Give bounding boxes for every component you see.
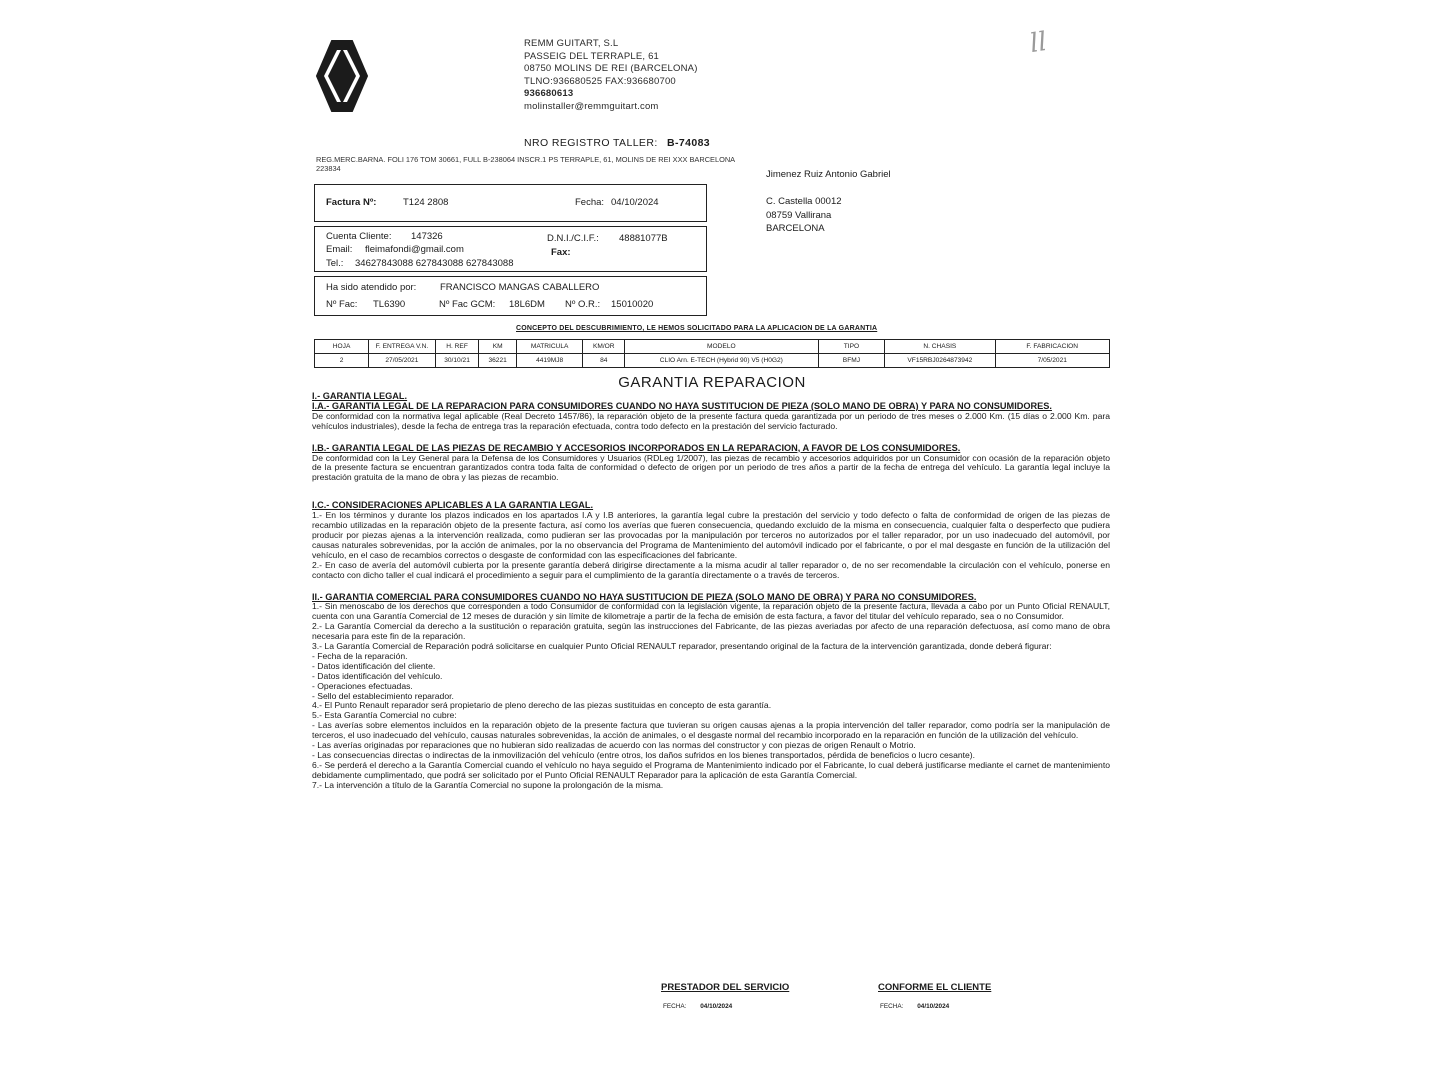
dni-label: D.N.I./C.I.F.: xyxy=(547,233,599,244)
factura-value: T124 2808 xyxy=(403,197,449,208)
cuenta-label: Cuenta Cliente: xyxy=(326,231,392,242)
fecha-label: Fecha: xyxy=(575,197,605,208)
guarantee-title: GARANTIA REPARACION xyxy=(618,374,806,391)
list-item: 1.- Sin menoscabo de los derechos que corresponden a todo Consumidor de conformidad con la legislación vigente, la reparación objeto de la presente factura, llevada a cabo por un Punto Oficial RENAULT, cuenta con una Garantía Comercial de 12 meses de duración y sin límite de kilometraje a partir de la fecha de emisión de esta factura, a favor del titular del vehículo reparado, sea o no Consumidor. xyxy=(312,601,1110,622)
nfac-value: TL6390 xyxy=(373,299,406,310)
prestador-fecha xyxy=(663,1003,732,1010)
section-heading: I.A.- GARANTIA LEGAL DE LA REPARACION PARA CONSUMIDORES CUANDO NO HAYA SUSTITUCION DE PIEZA (SOLO MANO DE OBRA) Y PARA NO CONSUMIDORES. xyxy=(312,400,1052,411)
nfacgcm-label: Nº Fac GCM: xyxy=(439,299,496,310)
tel-value: 34627843088 627843088 627843088 xyxy=(355,258,514,269)
client-account-box xyxy=(314,226,707,272)
invoice-number-box xyxy=(314,184,707,222)
list-item: 4.- El Punto Renault reparador será propietario de pleno derecho de las piezas sustituidas en concepto de esta garantía. xyxy=(312,700,772,711)
table-header: F. ENTREGA V.N. xyxy=(369,340,436,354)
client-address-line: BARCELONA xyxy=(766,223,825,234)
list-item: - Datos identificación del cliente. xyxy=(312,660,436,671)
prestador-fecha-value: 04/10/2024 xyxy=(700,1003,733,1010)
list-item: - Datos identificación del vehículo. xyxy=(312,670,443,681)
cliente-fecha-value: 04/10/2024 xyxy=(917,1003,950,1010)
table-cell: 7/05/2021 xyxy=(995,354,1110,368)
attended-by-box xyxy=(314,276,707,316)
registro-mercantil: REG.MERC.BARNA. FOLI 176 TOM 30661, FULL B-238064 INSCR.1 PS TERRAPLE, 61, MOLINS DE REI XXX BARCELONA 223834 xyxy=(316,155,735,173)
list-item: - Las consecuencias directas o indirectas de la inmovilización del vehículo (entre otros, los daños sufridos en los bienes transportados, pérdida de beneficios o lucro cesante). xyxy=(312,750,976,760)
registro-label: NRO REGISTRO TALLER: xyxy=(524,137,658,149)
table-cell: 30/10/21 xyxy=(435,354,479,368)
cliente-label: CONFORME EL CLIENTE xyxy=(878,982,992,993)
fax-label: Fax: xyxy=(551,247,571,258)
renault-logo xyxy=(314,38,370,114)
guarantee-body xyxy=(312,392,1110,791)
registro-taller xyxy=(524,137,710,149)
email-value: fleimafondi@gmail.com xyxy=(365,244,464,255)
factura-label: Factura Nº: xyxy=(326,197,377,208)
list-item: 2.- La Garantía Comercial da derecho a la sustitución o reparación gratuita, según las instrucciones del Fabricante, de las piezas averiadas por afecto de una reparación defectuosa, así como mano de obra necesaria para este fin de la reparación. xyxy=(312,621,1110,642)
prestador-label: PRESTADOR DEL SERVICIO xyxy=(661,982,790,993)
atendido-value: FRANCISCO MANGAS CABALLERO xyxy=(440,282,600,293)
nor-label: Nº O.R.: xyxy=(565,299,601,310)
section-paragraph: De conformidad con la Ley General para la Defensa de los Consumidores y Usuarios (RDLeg 1/2007), las piezas de recambio y accesorios adquiridos por un Consumidor con ocasión de la reparación objeto de la presente factura se encuentran garantizados contra toda falta de conformidad o defecto de origen por un periodo de tres años a partir de la fecha de entrega del vehículo. La garantía legal incluye la prestación gratuita de la mano de obra y las piezas de recambio. xyxy=(312,452,1110,483)
company-phone-2: 936680613 xyxy=(524,88,574,100)
section-heading: I.- GARANTIA LEGAL. xyxy=(312,391,408,401)
cliente-fecha xyxy=(880,1003,949,1010)
company-street: PASSEIG DEL TERRAPLE, 61 xyxy=(524,50,660,62)
company-name: REMM GUITART, S.L xyxy=(524,38,619,49)
table-header: KM xyxy=(479,340,516,354)
table-cell: 36221 xyxy=(479,354,516,368)
table-row xyxy=(315,354,1110,368)
list-item: 3.- La Garantía Comercial de Reparación podrá solicitarse en cualquier Punto Oficial RENAULT reparador, presentando original de la factura de la intervención garantizada, donde deberá figurar: xyxy=(312,641,1052,652)
section-heading: I.C.- CONSIDERACIONES APLICABLES A LA GARANTIA LEGAL. xyxy=(312,500,594,511)
prestador-fecha-label: FECHA: xyxy=(663,1003,687,1010)
table-header: H. REF xyxy=(435,340,479,354)
atendido-label: Ha sido atendido por: xyxy=(326,282,417,293)
nfac-label: Nº Fac: xyxy=(326,299,358,310)
list-item: - Operaciones efectuadas. xyxy=(312,680,413,691)
section-heading: I.B.- GARANTIA LEGAL DE LAS PIEZAS DE RECAMBIO Y ACCESORIOS INCORPORADOS EN LA REPARACION, A FAVOR DE LOS CONSUMIDORES. xyxy=(312,442,961,453)
handwritten-mark: ll xyxy=(1027,26,1049,60)
company-address-block xyxy=(524,38,698,114)
table-header-row xyxy=(315,340,1110,354)
table-header: KM/OR xyxy=(583,340,625,354)
table-cell: 27/05/2021 xyxy=(369,354,436,368)
email-label: Email: xyxy=(326,244,353,255)
table-header: HOJA xyxy=(315,340,369,354)
client-address-line: C. Castella 00012 xyxy=(766,196,842,207)
dni-value: 48881077B xyxy=(619,233,668,244)
client-address-line: 08759 Vallirana xyxy=(766,209,832,221)
cliente-fecha-label: FECHA: xyxy=(880,1003,904,1010)
company-email: molinstaller@remmguitart.com xyxy=(524,100,659,112)
table-header: MATRICULA xyxy=(516,340,583,354)
list-item: - Las averías originadas por reparaciones que no hubieran sido realizadas de acuerdo con las normas del constructor y con piezas de origen Renault o Motrio. xyxy=(312,740,916,751)
table-cell: CLIO Arn. E-TECH (Hybrid 90) V5 (H0G2) xyxy=(625,354,819,368)
tel-label: Tel.: xyxy=(326,258,344,269)
nfacgcm-value: 18L6DM xyxy=(509,299,545,310)
list-item: 5.- Esta Garantía Comercial no cubre: xyxy=(312,710,457,721)
registro-value: B-74083 xyxy=(666,137,711,149)
table-header: TIPO xyxy=(818,340,885,354)
client-name: Jimenez Ruiz Antonio Gabriel xyxy=(766,169,891,180)
nor-value: 15010020 xyxy=(611,299,654,310)
company-phone-fax: TLNO:936680525 FAX:936680700 xyxy=(524,75,676,87)
table-cell: 2 xyxy=(315,354,369,368)
list-item: - Fecha de la reparación. xyxy=(312,650,408,661)
section-paragraph: 1.- En los términos y durante los plazos indicados en los apartados I.A y I.B anteriores, la garantía legal cubre la prestación del servicio y todo defecto o falta de conformidad de origen de las piezas de recambio utilizadas en la reparación objeto de la presente factura, así como los averías que fueren consecuencia, quedando excluido de la misma en consecuencia, cualquier falta o desperfecto que pudiera producir por piezas ajenas a la intervención realizada, como pudieran ser las provocadas por la manipulación por terceros no autorizados por el taller reparador, por un uso inadecuado del automóvil, por causas naturales sobrevenidas, por la acción de animales, por la no observancia del Programa de Mantenimiento del automóvil indicado por el fabricante, o por el mal desgaste en función de la utilización del vehículo, en el caso de recambios correctos o desgaste de conformidad con las especificaciones del fabricante. xyxy=(312,510,1110,560)
list-item: 6.- Se perderá el derecho a la Garantía Comercial cuando el vehículo no haya seguido el Programa de Mantenimiento indicado por el Fabricante, lo cual deberá justificarse mediante el carnet de mantenimiento debidamente cumplimentado, que podrá ser solicitado por el Punto Oficial RENAULT Reparador para la aplicación de esta Garantía Comercial. xyxy=(312,759,1110,780)
table-cell: VF15RBJ0264873942 xyxy=(885,354,995,368)
table-cell: 84 xyxy=(583,354,625,368)
list-item: - Sello del establecimiento reparador. xyxy=(312,690,454,701)
client-address xyxy=(766,195,842,236)
list-item: 7.- La intervención a título de la Garantía Comercial no supone la prolongación de la misma. xyxy=(312,779,664,790)
vehicle-table xyxy=(314,339,1110,368)
table-caption: CONCEPTO DEL DESCUBRIMIENTO, LE HEMOS SOLICITADO PARA LA APLICACION DE LA GARANTIA xyxy=(516,325,878,332)
section-paragraph: De conformidad con la normativa legal aplicable (Real Decreto 1457/86), la reparación objeto de la presente factura queda garantizada por un periodo de tres meses o 2.000 Km. (15 días o 2.000 Km. para vehículos industriales), desde la fecha de entrega tras la reparación efectuada, contra todo defecto en la prestación del servicio facturado. xyxy=(312,410,1110,431)
table-header: F. FABRICACION xyxy=(995,340,1110,354)
table-header: MODELO xyxy=(625,340,819,354)
company-city: 08750 MOLINS DE REI (BARCELONA) xyxy=(524,63,698,75)
cuenta-value: 147326 xyxy=(411,231,443,242)
table-header: N. CHASIS xyxy=(885,340,995,354)
section-heading: II.- GARANTIA COMERCIAL PARA CONSUMIDORES CUANDO NO HAYA SUSTITUCION DE PIEZA (SOLO MANO DE OBRA) Y PARA NO CONSUMIDORES. xyxy=(312,591,977,602)
table-cell: BFMJ xyxy=(818,354,885,368)
section-paragraph: 2.- En caso de avería del automóvil cubierta por la presente garantía deberá dirigirse directamente a la misma acudir al taller reparador o, de no ser recomendable la circulación con el vehículo, ponerse en contacto con dicho taller el cual indicará el procedimiento a seguir para el cumplimiento de la garantía directamente o a través de terceros. xyxy=(312,559,1110,580)
fecha-value: 04/10/2024 xyxy=(611,197,659,208)
list-item: - Las averías sobre elementos incluidos en la reparación objeto de la presente factura que tuvieran su origen causas ajenas a la propia intervención del taller reparador, como podría ser la manipulación de terceros, el uso inadecuado del vehículo, causas naturales sobrevenidas, la acción de animales, o el desgaste normal del recambio incorporado en la reparación en función de la utilización del vehículo. xyxy=(312,720,1110,741)
table-cell: 4419MJ8 xyxy=(516,354,583,368)
